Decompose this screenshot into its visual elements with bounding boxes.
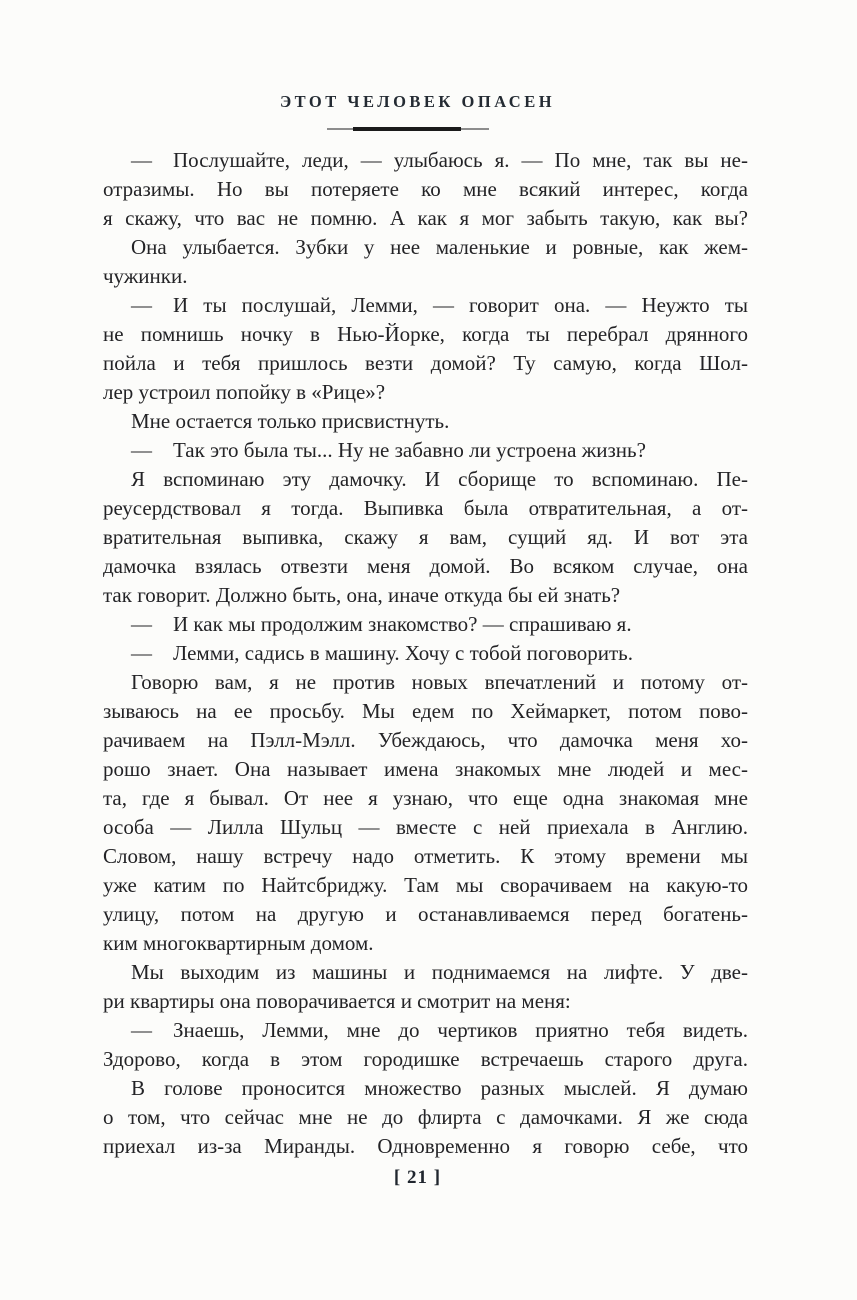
text-line: ким многоквартирным домом. <box>103 931 374 955</box>
header-rule-ornament <box>95 126 740 132</box>
text-line: улицу, потом на другую и останавливаемся перед богатень- <box>103 902 748 926</box>
text-line: рачиваем на Пэлл-Мэлл. Убеждаюсь, что дамочка меня хо- <box>103 728 748 752</box>
text-line: лер устроил попойку в «Рице»? <box>103 380 386 404</box>
text-line: Мне остается только присвистнуть. <box>131 409 450 433</box>
text-line: — И ты послушай, Лемми, — говорит она. — Неужто ты <box>131 293 748 317</box>
header-rule-thick-segment <box>353 127 461 131</box>
text-line: о том, что сейчас мне не до флирта с дамочками. Я же сюда <box>103 1105 748 1129</box>
text-line: — И как мы продолжим знакомство? — спрашиваю я. <box>131 612 632 636</box>
text-line: реусердствовал я тогда. Выпивка была отвратительная, а от- <box>103 496 748 520</box>
text-line: я скажу, что вас не помню. А как я мог забыть такую, как вы? <box>103 206 748 230</box>
text-line: Говорю вам, я не против новых впечатлений и потому от- <box>131 670 748 694</box>
page-text <box>103 146 748 1161</box>
text-line: пойла и тебя пришлось везти домой? Ту самую, когда Шол- <box>103 351 748 375</box>
text-line: Я вспоминаю эту дамочку. И сборище то вспоминаю. Пе- <box>131 467 748 491</box>
text-line: приехал из-за Миранды. Одновременно я говорю себе, что <box>103 1134 748 1158</box>
text-line: отразимы. Но вы потеряете ко мне всякий интерес, когда <box>103 177 748 201</box>
text-line: дамочка взялась отвезти меня домой. Во всяком случае, она <box>103 554 748 578</box>
text-line: — Знаешь, Лемми, мне до чертиков приятно тебя видеть. <box>131 1018 748 1042</box>
text-line: вратительная выпивка, скажу я вам, сущий яд. И вот эта <box>103 525 748 549</box>
text-line: уже катим по Найтсбриджу. Там мы сворачиваем на какую-то <box>103 873 748 897</box>
text-line: Мы выходим из машины и поднимаемся на лифте. У две- <box>131 960 748 984</box>
text-line: чужинки. <box>103 264 188 288</box>
text-line: так говорит. Должно быть, она, иначе откуда бы ей знать? <box>103 583 621 607</box>
page-footer <box>95 1167 740 1189</box>
page-number: [ 21 ] <box>393 1167 442 1188</box>
header-rule-line <box>327 126 489 132</box>
running-title: ЭТОТ ЧЕЛОВЕК ОПАСЕН <box>279 92 556 111</box>
text-line: ри квартиры она поворачивается и смотрит на меня: <box>103 989 571 1013</box>
text-line: Здорово, когда в этом городишке встречаешь старого друга. <box>103 1047 748 1071</box>
text-line: зываюсь на ее просьбу. Мы едем по Хеймаркет, потом пово- <box>103 699 748 723</box>
text-line: рошо знает. Она называет имена знакомых мне людей и мес- <box>103 757 748 781</box>
text-line: — Послушайте, леди, — улыбаюсь я. — По мне, так вы не- <box>131 148 748 172</box>
text-line: Словом, нашу встречу надо отметить. К этому времени мы <box>103 844 748 868</box>
text-line: В голове проносится множество разных мыслей. Я думаю <box>131 1076 748 1100</box>
text-line: — Лемми, садись в машину. Хочу с тобой поговорить. <box>131 641 633 665</box>
text-line: особа — Лилла Шульц — вместе с ней приехала в Англию. <box>103 815 748 839</box>
text-line: не помнишь ночку в Нью-Йорке, когда ты перебрал дрянного <box>103 322 748 346</box>
text-line: — Так это была ты... Ну не забавно ли устроена жизнь? <box>131 438 646 462</box>
text-line: Она улыбается. Зубки у нее маленькие и ровные, как жем- <box>131 235 748 259</box>
text-line: та, где я бывал. От нее я узнаю, что еще одна знакомая мне <box>103 786 748 810</box>
